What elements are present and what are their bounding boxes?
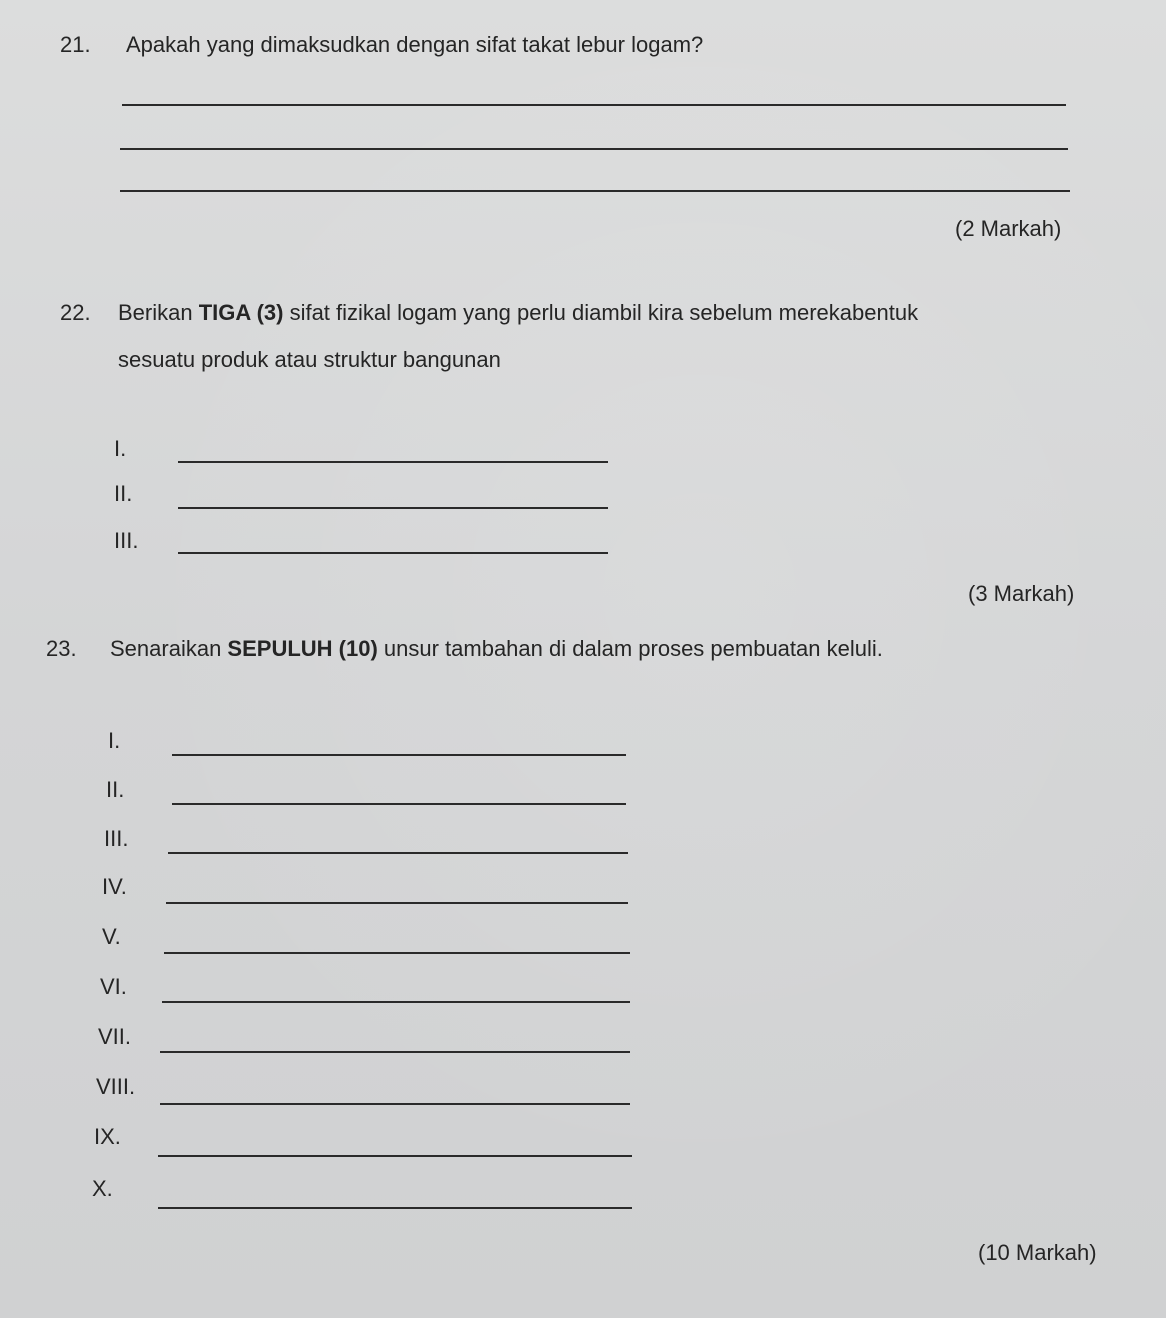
q23-item-label: VIII. [96,1074,136,1099]
q23-item-label: IX. [94,1124,121,1149]
q23-item-label: X. [92,1176,113,1201]
q23-item-label: VI. [100,974,127,999]
q22-item-label: I. [114,436,127,461]
q23-text-bold: SEPULUH (10) [227,636,378,661]
q23-item-label: II. [106,777,125,802]
q23-item-label: V. [102,924,121,949]
q23-answer-line-6[interactable] [162,1001,630,1003]
q22-item-label: III. [114,528,139,553]
q22-text [118,302,918,324]
q23-text-after: unsur tambahan di dalam proses pembuatan keluli. [377,636,883,661]
q22-answer-line-3[interactable] [178,552,608,554]
q22-text-before: Berikan [118,300,199,325]
q21-marks: (2 Markah) [955,216,1062,241]
q23-answer-line-8[interactable] [160,1103,630,1105]
q23-item-label: IV. [102,874,127,899]
q22-item-label: II. [114,481,133,506]
q23-answer-line-5[interactable] [164,952,630,954]
q22-text-line2: sesuatu produk atau struktur bangunan [118,347,501,372]
q22-number: 22. [60,300,91,325]
q23-answer-line-3[interactable] [168,852,628,854]
q22-marks: (3 Markah) [968,581,1075,606]
q23-answer-line-2[interactable] [172,803,626,805]
q23-marks: (10 Markah) [978,1240,1097,1265]
q21-number: 21. [60,32,91,57]
q23-item-label: I. [108,728,121,753]
q22-answer-line-2[interactable] [178,507,608,509]
q21-text: Apakah yang dimaksudkan dengan sifat takat lebur logam? [126,32,704,57]
q23-text [110,638,883,660]
q23-number: 23. [46,636,77,661]
q23-answer-line-7[interactable] [160,1051,630,1053]
q23-item-label: III. [104,826,129,851]
q23-answer-line-9[interactable] [158,1155,632,1157]
q22-answer-line-1[interactable] [178,461,608,463]
q22-text-bold: TIGA (3) [198,300,284,325]
q21-answer-line-2[interactable] [120,148,1068,150]
q21-answer-line-1[interactable] [122,104,1066,106]
q22-text-after: sifat fizikal logam yang perlu diambil kira sebelum merekabentuk [283,300,919,325]
q23-text-before: Senaraikan [110,636,228,661]
q23-answer-line-10[interactable] [158,1207,632,1209]
q23-answer-line-1[interactable] [172,754,626,756]
q23-item-label: VII. [98,1024,132,1049]
q21-answer-line-3[interactable] [120,190,1070,192]
q23-answer-line-4[interactable] [166,902,628,904]
